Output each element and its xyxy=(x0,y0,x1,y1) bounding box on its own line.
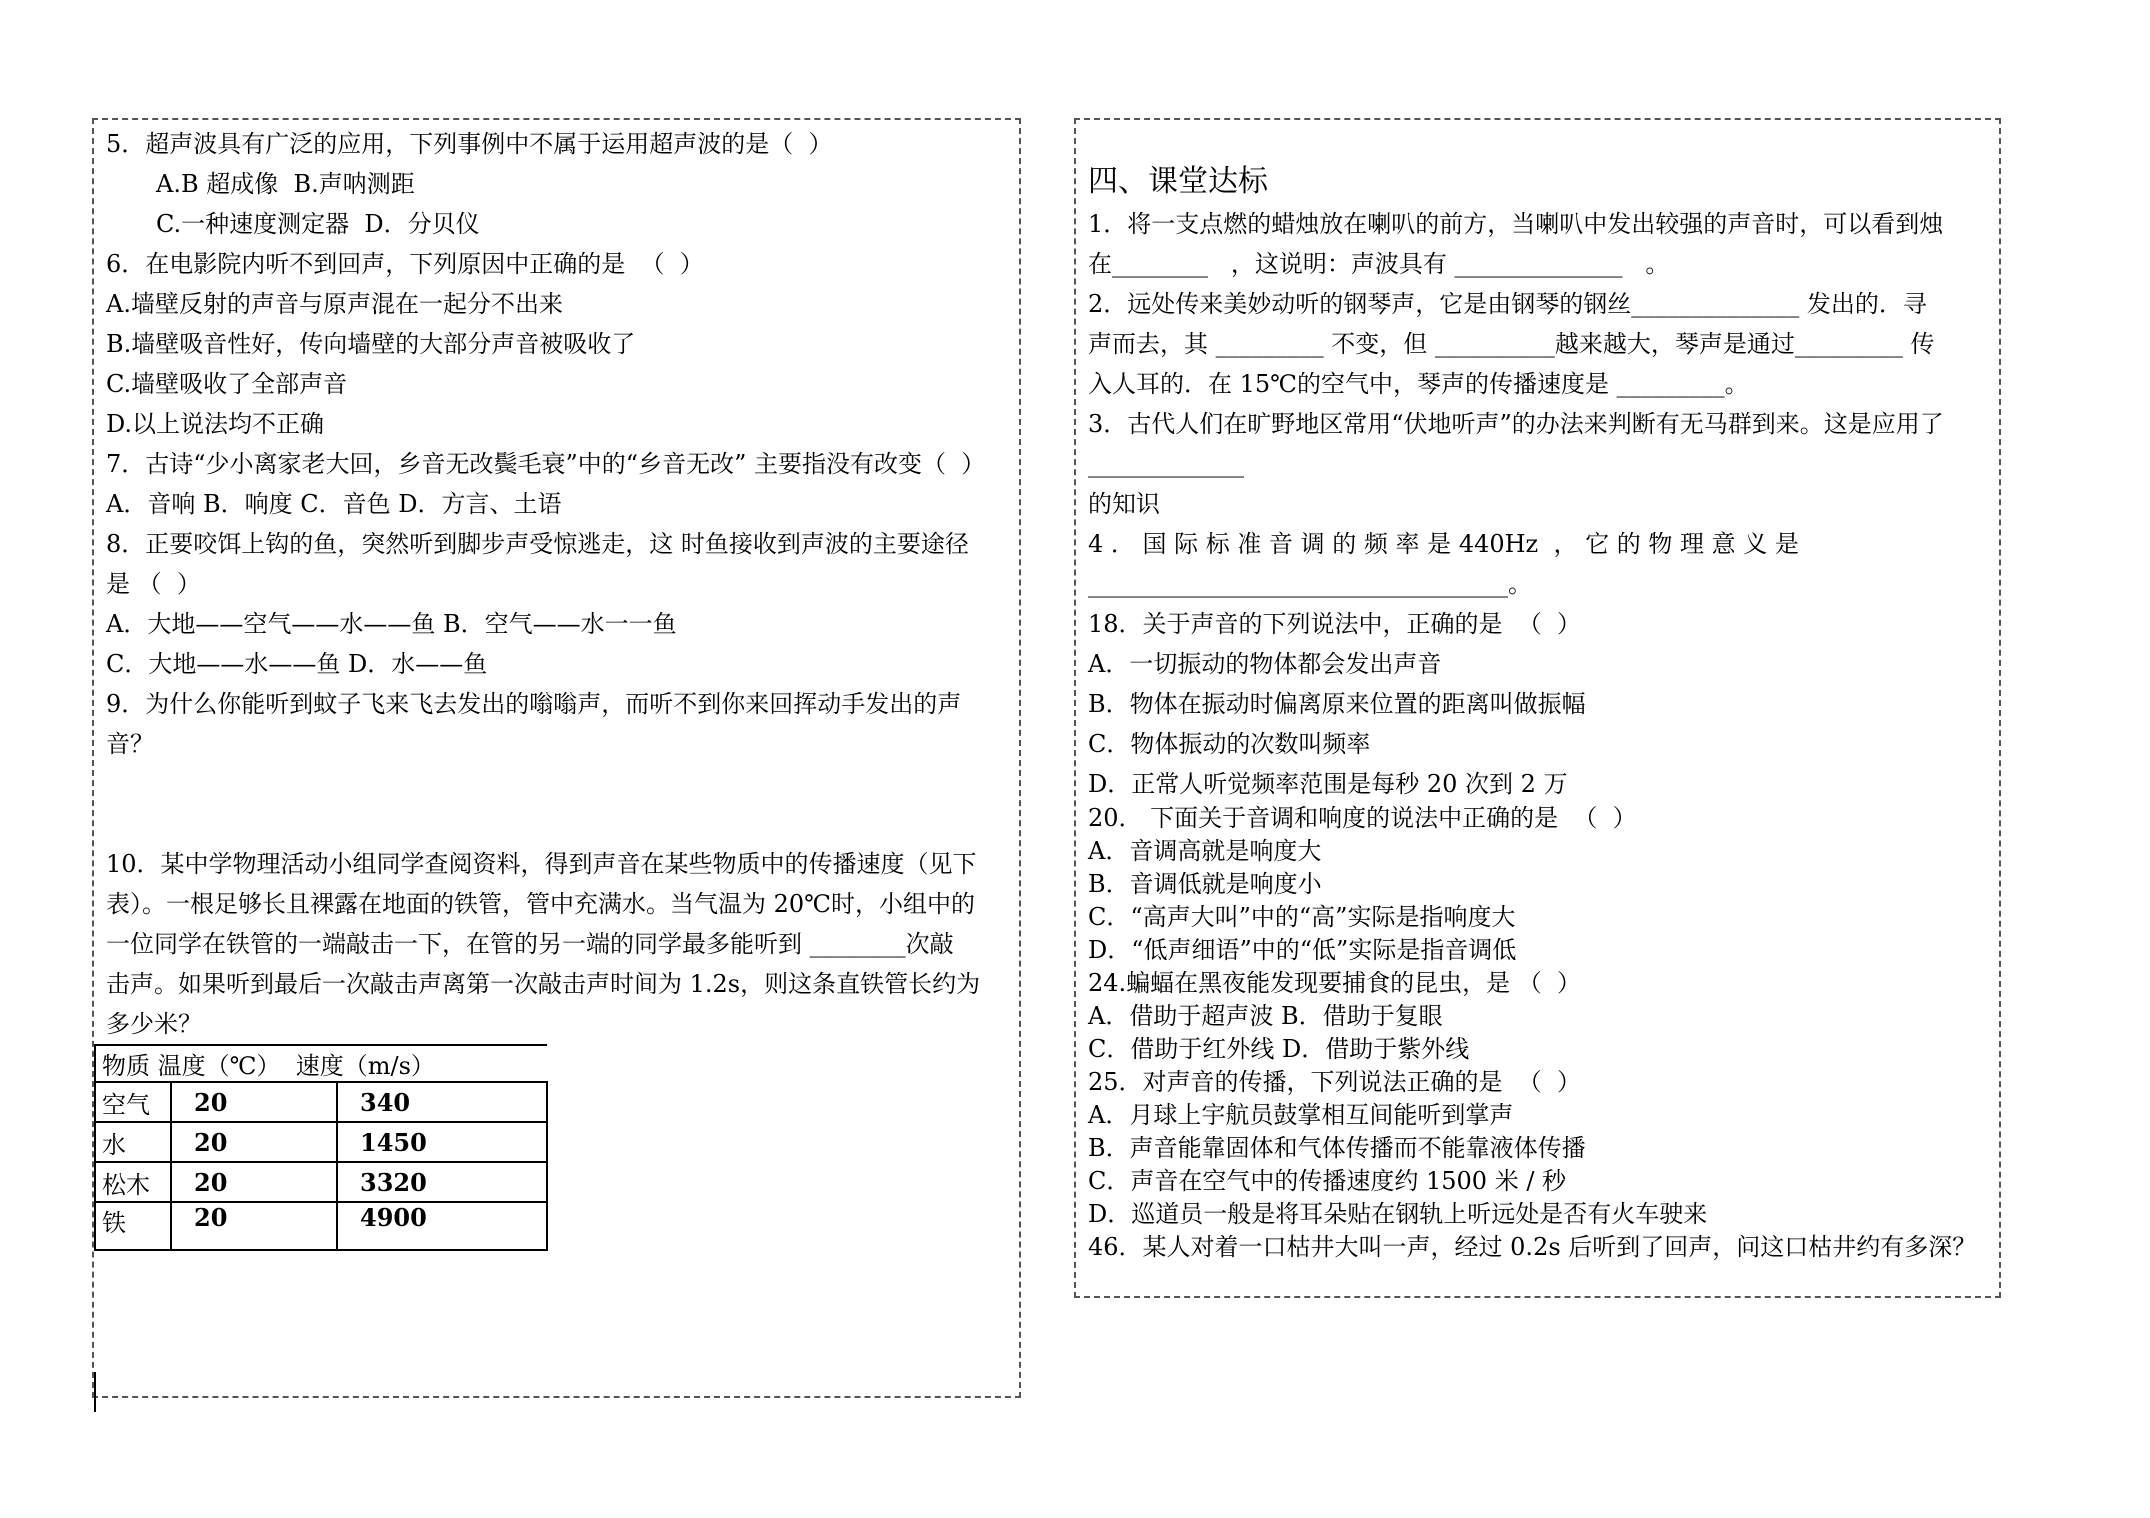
question-20: 20． 下面关于音调和响度的说法中正确的是 （ ） xyxy=(1088,804,1637,832)
question-18-option-a: A．一切振动的物体都会发出声音 xyxy=(1088,650,1442,678)
table-row xyxy=(95,1082,547,1122)
exercise-4-line-1: 4 ． 国 际 标 准 音 调 的 频 率 是 440Hz ， 它 的 物 理 意 义 是 xyxy=(1088,530,1799,558)
question-8-line-1: 8．正要咬饵上钩的鱼，突然听到脚步声受惊逃走，这 时鱼接收到声波的主要途径 xyxy=(106,530,969,558)
question-25: 25．对声音的传播，下列说法正确的是 （ ） xyxy=(1088,1068,1582,1096)
table-cell-temperature: 20 xyxy=(171,1082,337,1122)
question-8-options-ab: A．大地——空气——水——鱼 B．空气——水一一鱼 xyxy=(106,610,677,638)
question-9-line-1: 9．为什么你能听到蚊子飞来飞去发出的嗡嗡声，而听不到你来回挥动手发出的声 xyxy=(106,690,962,718)
question-20-option-d: D．“低声细语”中的“低”实际是指音调低 xyxy=(1088,936,1517,964)
left-question-panel xyxy=(92,118,1021,1398)
question-25-option-d: D．巡道员一般是将耳朵贴在钢轨上听远处是否有火车驶来 xyxy=(1088,1200,1708,1228)
question-10-line-3: 一位同学在铁管的一端敲击一下，在管的另一端的同学最多能听到 ________次敲 xyxy=(106,930,954,958)
question-18-option-b: B．物体在振动时偏离原来位置的距离叫做振幅 xyxy=(1088,690,1586,718)
table-row xyxy=(95,1202,547,1250)
exercise-2-line-2: 声而去，其 _________ 不变，但 __________越来越大，琴声是通过_________ 传 xyxy=(1088,330,1935,358)
table-header-cell xyxy=(95,1045,547,1082)
sound-speed-table xyxy=(94,1044,548,1251)
question-5-options-ab: A.B 超成像 B.声呐测距 xyxy=(156,170,415,198)
right-question-panel xyxy=(1074,118,2001,1298)
exercise-3-line-3: 的知识 xyxy=(1088,490,1160,518)
question-20-option-c: C．“高声大叫”中的“高”实际是指响度大 xyxy=(1088,903,1516,931)
table-cell-substance: 铁 xyxy=(95,1202,171,1250)
question-20-option-b: B．音调低就是响度小 xyxy=(1088,870,1322,898)
question-24-options-ab: A．借助于超声波 B．借助于复眼 xyxy=(1088,1002,1443,1030)
table-cell-temperature: 20 xyxy=(171,1162,337,1202)
exercise-2-line-1: 2．远处传来美妙动听的钢琴声，它是由钢琴的钢丝______________ 发出的．寻 xyxy=(1088,290,1927,318)
exercise-3-line-2: _____________ xyxy=(1088,450,1244,478)
question-46: 46．某人对着一口枯井大叫一声，经过 0.2s 后听到了回声，问这口枯井约有多深？ xyxy=(1088,1233,1977,1261)
table-row xyxy=(95,1162,547,1202)
table-cell-temperature: 20 xyxy=(171,1122,337,1162)
question-24: 24.蝙蝠在黑夜能发现要捕食的昆虫，是 （ ） xyxy=(1088,969,1582,997)
table-cell-speed: 4900 xyxy=(337,1202,547,1250)
question-25-option-a: A．月球上宇航员鼓掌相互间能听到掌声 xyxy=(1088,1101,1514,1129)
question-25-option-c: C．声音在空气中的传播速度约 1500 米 / 秒 xyxy=(1088,1167,1567,1195)
question-5-options-cd: C.一种速度测定器 D．分贝仪 xyxy=(156,210,480,238)
question-6-option-d: D.以上说法均不正确 xyxy=(106,410,325,438)
section-heading: 四、课堂达标 xyxy=(1088,164,1268,199)
table-header-speed: 速度（m/s） xyxy=(295,1052,435,1080)
table-cell-temperature: 20 xyxy=(171,1202,337,1250)
question-20-option-a: A．音调高就是响度大 xyxy=(1088,837,1322,865)
question-7-options: A．音响 B．响度 C．音色 D．方言、土语 xyxy=(106,490,562,518)
question-10-line-5: 多少米？ xyxy=(106,1010,202,1038)
exercise-2-line-3: 入人耳的．在 15℃的空气中，琴声的传播速度是 _________。 xyxy=(1088,370,1749,398)
table-cell-substance: 松木 xyxy=(95,1162,171,1202)
question-24-options-cd: C．借助于红外线 D．借助于紫外线 xyxy=(1088,1035,1470,1063)
question-6-option-a: A.墙壁反射的声音与原声混在一起分不出来 xyxy=(106,290,563,318)
table-cell-speed: 1450 xyxy=(337,1122,547,1162)
exercise-3-line-1: 3．古代人们在旷野地区常用“伏地听声”的办法来判断有无马群到来。这是应用了 xyxy=(1088,410,1944,438)
question-6: 6．在电影院内听不到回声，下列原因中正确的是 （ ） xyxy=(106,250,704,278)
question-10-line-1: 10．某中学物理活动小组同学查阅资料，得到声音在某些物质中的传播速度（见下 xyxy=(106,850,977,878)
question-25-option-b: B．声音能靠固体和气体传播而不能靠液体传播 xyxy=(1088,1134,1586,1162)
question-9-line-2: 音？ xyxy=(106,730,154,758)
table-cell-speed: 340 xyxy=(337,1082,547,1122)
question-18: 18．关于声音的下列说法中，正确的是 （ ） xyxy=(1088,610,1582,638)
question-5: 5．超声波具有广泛的应用，下列事例中不属于运用超声波的是（ ） xyxy=(106,130,833,158)
table-cell-substance: 水 xyxy=(95,1122,171,1162)
question-8-options-cd: C．大地——水——鱼 D．水——鱼 xyxy=(106,650,488,678)
table-border-stub xyxy=(94,1372,96,1412)
exercise-1-line-1: 1．将一支点燃的蜡烛放在喇叭的前方，当喇叭中发出较强的声音时，可以看到烛 xyxy=(1088,210,1944,238)
table-header-substance: 物质 xyxy=(102,1052,150,1080)
table-header-temperature: 温度（℃） xyxy=(157,1052,281,1080)
question-6-option-c: C.墙壁吸收了全部声音 xyxy=(106,370,348,398)
table-header-row xyxy=(95,1045,547,1082)
question-6-option-b: B.墙壁吸音性好，传向墙壁的大部分声音被吸收了 xyxy=(106,330,636,358)
question-7: 7．古诗“少小离家老大回，乡音无改鬓毛衰”中的“乡音无改” 主要指没有改变（ ） xyxy=(106,450,986,478)
table-cell-substance: 空气 xyxy=(95,1082,171,1122)
question-18-option-c: C．物体振动的次数叫频率 xyxy=(1088,730,1371,758)
question-10-line-4: 击声。如果听到最后一次敲击声离第一次敲击声时间为 1.2s，则这条直铁管长约为 xyxy=(106,970,981,998)
table-cell-speed: 3320 xyxy=(337,1162,547,1202)
question-18-option-d: D．正常人听觉频率范围是每秒 20 次到 2 万 xyxy=(1088,770,1568,798)
exercise-1-line-2: 在________ ，这说明：声波具有 ______________ 。 xyxy=(1088,250,1670,278)
table-row xyxy=(95,1122,547,1162)
question-10-line-2: 表）。一根足够长且裸露在地面的铁管，管中充满水。当气温为 20℃时，小组中的 xyxy=(106,890,976,918)
exercise-4-line-2: ___________________________________。 xyxy=(1088,570,1532,598)
question-8-line-2: 是 （ ） xyxy=(106,570,201,598)
